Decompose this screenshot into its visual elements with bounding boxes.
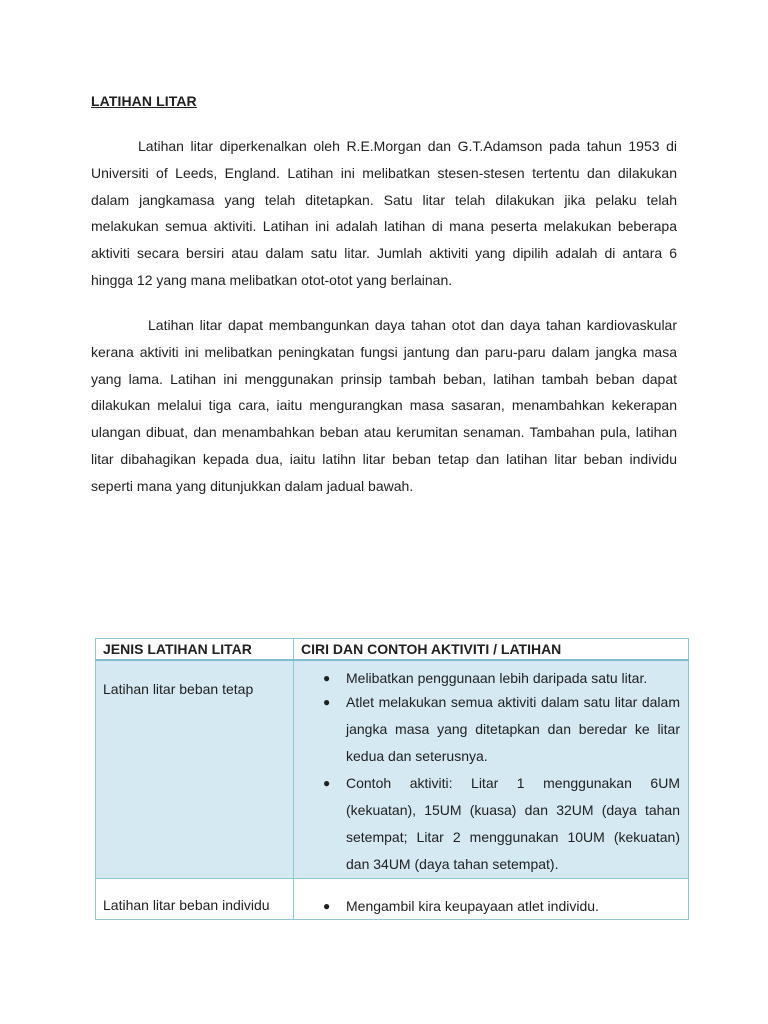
- list-item-text: Mengambil kira keupayaan atlet individu.: [346, 898, 599, 914]
- row-ciri-cell: [294, 660, 689, 879]
- list-item-text: Atlet melakukan semua aktiviti dalam satu litar dalam jangka masa yang ditetapkan dan beredar ke litar kedua dan seterusnya.: [346, 694, 680, 764]
- header-jenis: JENIS LATIHAN LITAR: [96, 639, 294, 661]
- header-ciri: CIRI DAN CONTOH AKTIVITI / LATIHAN: [294, 639, 689, 661]
- bullet-icon: ●: [323, 695, 331, 709]
- table-row: [96, 879, 689, 920]
- list-item: [294, 897, 688, 915]
- list-item: [294, 668, 688, 689]
- table-row: [96, 660, 689, 879]
- list-item: [294, 770, 688, 878]
- row-jenis-cell: Latihan litar beban individu: [96, 879, 294, 920]
- list-item: [294, 689, 688, 770]
- circuit-training-table: [95, 638, 689, 920]
- list-item-text: Contoh aktiviti: Litar 1 menggunakan 6UM (kekuatan), 15UM (kuasa) dan 32UM (daya tahan setempat; Litar 2 menggunakan 10UM (kekuatan) dan 34UM (daya tahan setempat).: [346, 775, 680, 872]
- document-title: LATIHAN LITAR: [91, 93, 197, 109]
- ciri-list: [294, 661, 688, 878]
- paragraph-intro: Latihan litar diperkenalkan oleh R.E.Morgan dan G.T.Adamson pada tahun 1953 di Universiti of Leeds, England. Latihan ini melibatkan stesen-stesen tertentu dan dilakukan dalam jangkamasa yang telah ditetapkan. Satu litar telah dilakukan jika pelaku telah melakukan semua aktiviti. Latihan ini adalah latihan di mana peserta melakukan beberapa aktiviti secara bersiri atau dalam satu litar. Jumlah aktiviti yang dipilih adalah di antara 6 hingga 12 yang mana melibatkan otot-otot yang berlainan.: [91, 138, 677, 288]
- bullet-icon: ●: [323, 671, 331, 685]
- table-header-row: [96, 639, 689, 661]
- list-item-text: Melibatkan penggunaan lebih daripada satu litar.: [346, 670, 648, 686]
- bullet-icon: ●: [323, 776, 331, 790]
- row-jenis-cell: Latihan litar beban tetap: [96, 660, 294, 879]
- ciri-list: [294, 879, 688, 915]
- bullet-icon: ●: [323, 899, 331, 913]
- paragraph-benefits: Latihan litar dapat membangunkan daya tahan otot dan daya tahan kardiovaskular kerana aktiviti ini melibatkan peningkatan fungsi jantung dan paru-paru dalam jangka masa yang lama. Latihan ini menggunakan prinsip tambah beban, latihan tambah beban dapat dilakukan melalui tiga cara, iaitu mengurangkan masa sasaran, menambahkan kekerapan ulangan dibuat, dan menambahkan beban atau kerumitan senaman. Tambahan pula, latihan litar dibahagikan kepada dua, iaitu latihn litar beban tetap dan latihan litar beban individu seperti mana yang ditunjukkan dalam jadual bawah.: [91, 317, 677, 494]
- row-ciri-cell: [294, 879, 689, 920]
